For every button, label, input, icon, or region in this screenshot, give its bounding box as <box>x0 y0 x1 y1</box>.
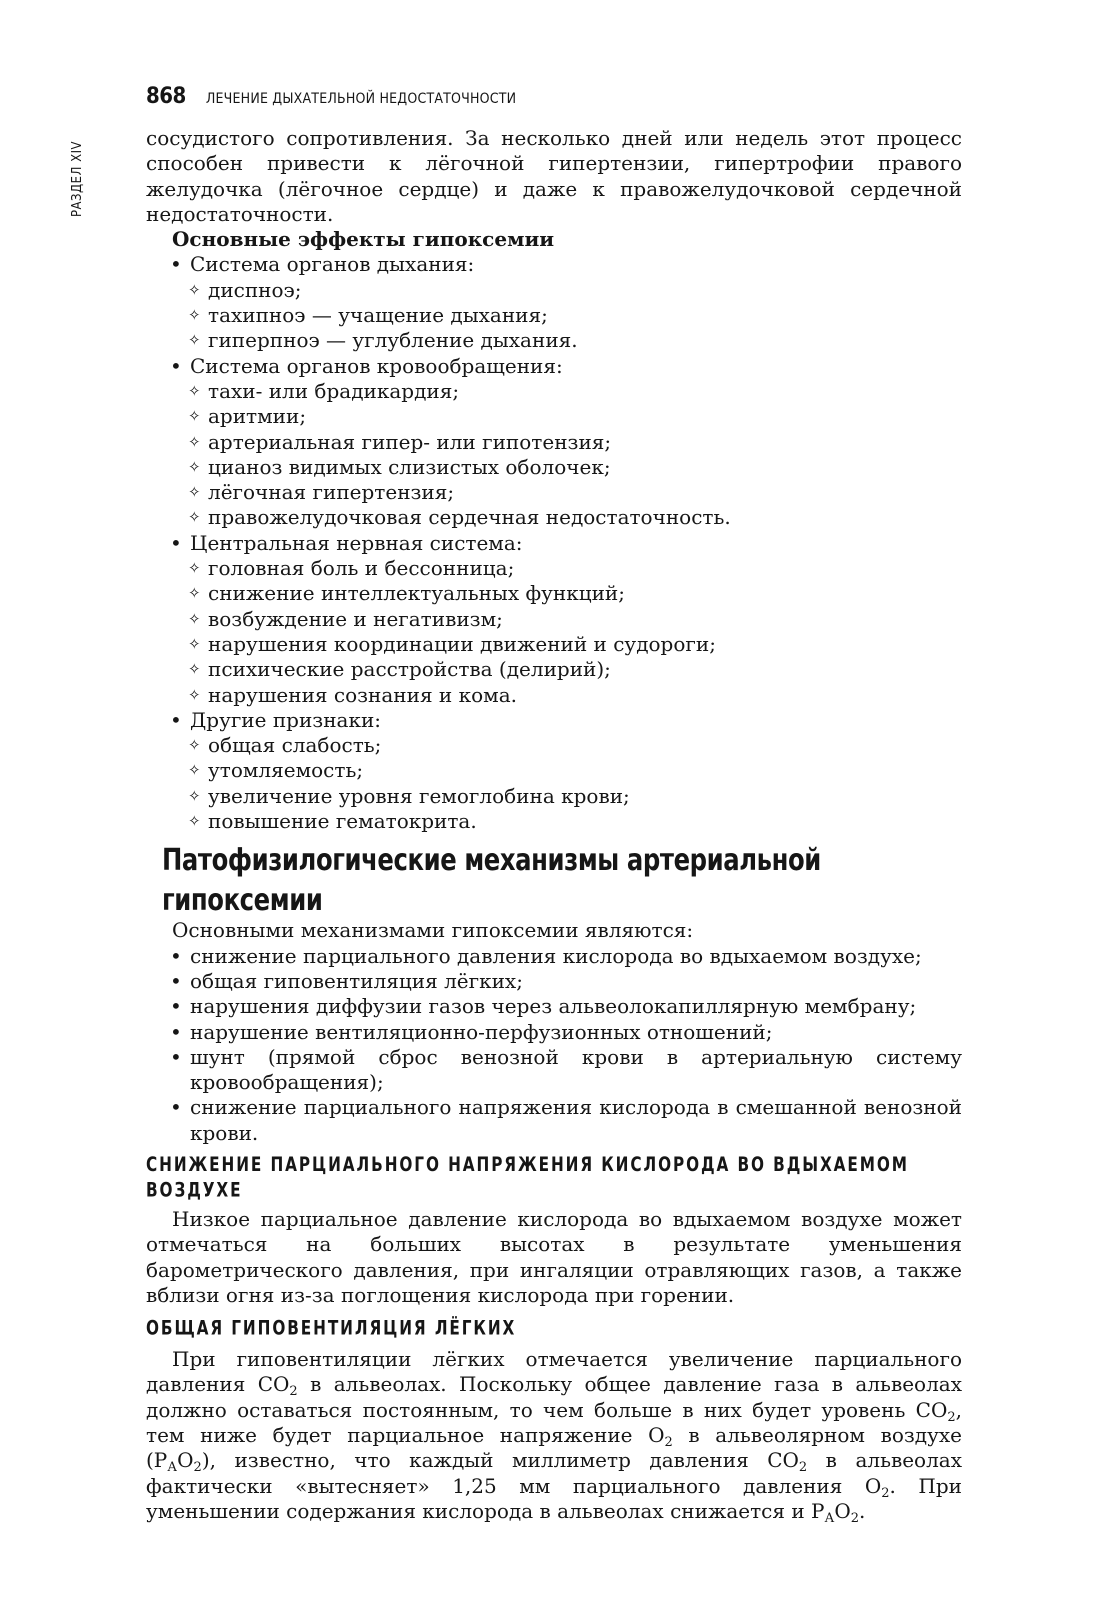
effects-item: ✧ аритмии; <box>146 404 962 429</box>
effects-item: ✧ головная боль и бессонница; <box>146 556 962 581</box>
mechanisms-item: • нарушения диффузии газов через альвеолокапиллярную мембрану; <box>146 994 962 1019</box>
mechanisms-list <box>146 944 962 1146</box>
inspired-oxygen-paragraph: Низкое парциальное давление кислорода во вдыхаемом воздухе может отмечаться на больших высотах в результате уменьшения барометрического давления, при ингаляции отравляющих газов, а также вблизи огня из-за поглощения кислорода при горении. <box>146 1206 962 1307</box>
effects-group-label: • Центральная нервная система: <box>146 531 962 556</box>
mechanisms-item: • снижение парциального напряжения кислорода в смешанной венозной крови. <box>146 1095 962 1146</box>
effects-item: ✧ диспноэ; <box>146 278 962 303</box>
effects-item: ✧ увеличение уровня гемоглобина крови; <box>146 784 962 809</box>
effects-item: ✧ правожелудочковая сердечная недостаточность. <box>146 505 962 530</box>
effects-item: ✧ нарушения сознания и кома. <box>146 683 962 708</box>
intro-paragraph: сосудистого сопротивления. За несколько дней или недель этот процесс способен привести к лёгочной гипертензии, гипертрофии правого желудочка (лёгочное сердце) и даже к правожелудочковой сердечной недостаточности. <box>146 126 962 226</box>
effects-item: ✧ лёгочная гипертензия; <box>146 480 962 505</box>
running-title: ЛЕЧЕНИЕ ДЫХАТЕЛЬНОЙ НЕДОСТАТОЧНОСТИ <box>205 91 517 107</box>
mechanisms-heading: Патофизилогические механизмы артериальной гипоксемии <box>162 843 821 919</box>
effects-group-label: • Другие признаки: <box>146 708 962 733</box>
effects-item: ✧ артериальная гипер- или гипотензия; <box>146 430 962 455</box>
mechanisms-item: • общая гиповентиляция лёгких; <box>146 969 962 994</box>
effects-group-label: • Система органов дыхания: <box>146 252 962 277</box>
effects-item: ✧ повышение гематокрита. <box>146 809 962 834</box>
page-body <box>146 126 962 1524</box>
hypoventilation-paragraph: При гиповентиляции лёгких отмечается увеличение парциального давления $СО_2$ в альвеолах. Поскольку общее давление газа в альвеолах должно оставаться постоянным, то чем больше в них будет уровень $СО_2$, тем ниже будет парциальное напряжение $О_2$ в альвеолярном воздухе $(Р_АО_2)$, известно, что каждый миллиметр давления $СО_2$ в альвеолах фактически «вытесняет» 1,25 мм парциального давления $О_2$. При уменьшении содержания кислорода в альвеолах снижается и $Р_АО_2$. <box>146 1347 963 1526</box>
effects-group-label: • Система органов кровообращения: <box>146 354 962 379</box>
effects-item: ✧ общая слабость; <box>146 733 962 758</box>
effects-item: ✧ гиперпноэ — углубление дыхания. <box>146 328 962 353</box>
mechanisms-intro: Основными механизмами гипоксемии являются: <box>172 918 694 943</box>
effects-item: ✧ нарушения координации движений и судороги; <box>146 632 962 657</box>
effects-item: ✧ психические расстройства (делирий); <box>146 657 962 682</box>
effects-heading: Основные эффекты гипоксемии <box>172 227 555 252</box>
page-number: 868 <box>146 84 186 109</box>
section-side-tab: РАЗДЕЛ XIV <box>70 140 85 218</box>
hypoventilation-heading: ОБЩАЯ ГИПОВЕНТИЛЯЦИЯ ЛЁГКИХ <box>146 1317 517 1341</box>
effects-item: ✧ утомляемость; <box>146 758 962 783</box>
effects-item: ✧ тахипноэ — учащение дыхания; <box>146 303 962 328</box>
inspired-oxygen-heading: СНИЖЕНИЕ ПАРЦИАЛЬНОГО НАПРЯЖЕНИЯ КИСЛОРОДА ВО ВДЫХАЕМОМ ВОЗДУХЕ <box>146 1153 909 1203</box>
effects-item: ✧ возбуждение и негативизм; <box>146 607 962 632</box>
mechanisms-item: • шунт (прямой сброс венозной крови в артериальную систему кровообращения); <box>146 1045 962 1096</box>
effects-item: ✧ снижение интеллектуальных функций; <box>146 581 962 606</box>
effects-item: ✧ тахи- или брадикардия; <box>146 379 962 404</box>
mechanisms-item: • нарушение вентиляционно-перфузионных отношений; <box>146 1020 962 1045</box>
effects-item: ✧ цианоз видимых слизистых оболочек; <box>146 455 962 480</box>
effects-list <box>146 252 962 834</box>
mechanisms-item: • снижение парциального давления кислорода во вдыхаемом воздухе; <box>146 944 962 969</box>
running-header <box>146 84 516 116</box>
